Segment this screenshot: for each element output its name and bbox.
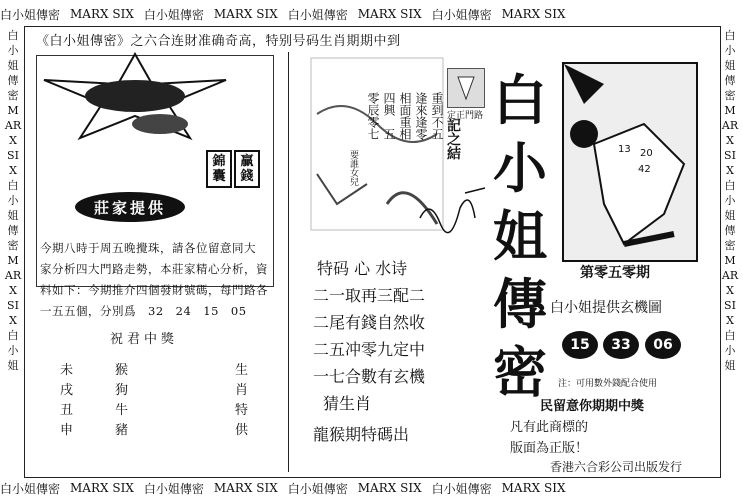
photo-number: 42: [638, 164, 651, 175]
number-ball: 15: [562, 331, 598, 359]
title-char: 白: [493, 68, 547, 132]
headline: 《白小姐傳密》之六合连財准确奇高，特别号码生肖期期中到: [36, 34, 401, 49]
border-text: MARX SIX: [70, 481, 134, 495]
verse-column: 重到不五: [430, 92, 444, 140]
athlete-photo: [562, 62, 698, 262]
note-line: 香港六合彩公司出版发行: [550, 460, 683, 474]
border-text: 白小姐傳密: [143, 481, 204, 496]
border-text: MARX SIX: [70, 7, 134, 21]
zodiac-row: [60, 398, 270, 418]
zodiac-branch: 丑: [60, 402, 74, 418]
zodiac-note: 生: [235, 362, 249, 378]
zodiac-note: 特: [235, 402, 249, 418]
zodiac-animal: 牛: [115, 402, 129, 418]
border-text: 白小姐傳密: [431, 7, 492, 22]
notice-line: 一五五個，分別爲 32 24 15 05: [40, 304, 247, 318]
number-ball: 06: [645, 331, 681, 359]
lucky-poem: [313, 255, 463, 448]
title-char: 姐: [493, 204, 547, 268]
zodiac-animal: 豬: [115, 422, 129, 438]
notice-line: 家分析四大門路走勢，本莊家精心分析，資: [40, 262, 268, 276]
border-text: MARX SIX: [501, 7, 566, 21]
star-logo-icon: [40, 52, 230, 142]
border-text: 白小姐傳密: [0, 7, 61, 22]
poem-line: 二尾有錢自然收: [313, 313, 426, 332]
zodiac-animal: 猴: [115, 362, 129, 378]
wish-text: 祝君中獎: [110, 332, 179, 347]
notice-line: 料如下：今期推介四個發財號碼，每門路各: [40, 283, 268, 297]
bottom-border-strip: [0, 478, 743, 498]
left-border-strip: 白小姐傳密MARX SIX白小姐傳密MARX SIX白小姐: [4, 29, 22, 372]
logo-caption: 定正門路: [447, 111, 484, 121]
zodiac-row: [60, 358, 270, 378]
notice-footer: [510, 376, 718, 476]
number-ball: 33: [603, 331, 639, 359]
poem-line: 一七合數有玄機: [313, 367, 426, 386]
tag-jinnang: 錦囊: [206, 150, 232, 188]
border-text: 白小姐傳密: [143, 7, 204, 22]
photo-number: 20: [640, 148, 653, 159]
note-line: 注：可用數外錢配合使用: [558, 379, 658, 389]
title-char: 傳: [493, 272, 547, 336]
title-char: 小: [493, 136, 547, 200]
banner-provider: 莊家提供: [75, 192, 185, 222]
right-border-strip: 白小姐傳密MARX SIX白小姐傳密MARX SIX白小姐: [721, 29, 739, 372]
zodiac-row: [60, 378, 270, 398]
zodiac-branch: 戌: [60, 382, 74, 398]
athlete-figure-icon: [564, 64, 696, 260]
tag-yingqian: 贏錢: [234, 150, 260, 188]
zodiac-animal: 狗: [115, 382, 129, 398]
border-text: MARX SIX: [213, 481, 278, 495]
zodiac-branch: 未: [60, 362, 74, 378]
notice-text: [40, 238, 270, 322]
verse-column: 逢來逢零: [414, 92, 428, 140]
border-text: 白小姐傳密: [431, 481, 492, 496]
zodiac-note: 肖: [235, 382, 249, 398]
poem-guess: 猜生肖: [323, 394, 372, 413]
star-graphic: [40, 52, 230, 142]
top-border-strip: [0, 4, 743, 24]
big-title: [490, 66, 550, 406]
issue-number: 第零五零期: [580, 265, 650, 281]
border-text: 白小姐傳密: [287, 481, 348, 496]
verse-small-label: 要誰女兒: [348, 150, 358, 186]
zodiac-table: [60, 358, 270, 438]
signature-scribble-icon: [415, 178, 495, 238]
border-text: MARX SIX: [501, 481, 566, 495]
provide-caption: 白小姐提供玄機圖: [550, 300, 662, 316]
note-line: 凡有此商標的: [510, 420, 589, 435]
border-text: MARX SIX: [357, 7, 422, 21]
zodiac-row: [60, 418, 270, 438]
verse-column: 相面重相: [398, 92, 412, 140]
verse-column: 四興 五: [382, 92, 396, 140]
poem-footer: 龍猴期特碼出: [313, 425, 410, 444]
border-text: MARX SIX: [357, 481, 422, 495]
poem-line: 二一取再三配二: [313, 286, 426, 305]
verse-column: 零辰零七: [366, 92, 380, 140]
column-divider: [288, 52, 289, 472]
poem-title: 特码 心 水诗: [317, 259, 408, 278]
zodiac-branch: 申: [60, 422, 74, 438]
photo-number: 13: [618, 144, 631, 155]
poem-line: 二五冲零九定中: [313, 340, 426, 359]
border-text: 白小姐傳密: [0, 481, 61, 496]
border-text: 白小姐傳密: [287, 7, 348, 22]
note-line: 版面為正版！: [510, 441, 589, 456]
notice-line: 今期八時于周五晚攪珠，請各位留意同大: [40, 241, 256, 255]
genuine-logo-icon: [447, 68, 485, 108]
verse-side-label: 記之結: [445, 118, 461, 160]
title-char: 密: [493, 340, 547, 404]
zodiac-note: 供: [235, 422, 249, 438]
border-text: MARX SIX: [213, 7, 278, 21]
note-line: 民留意你期期中獎: [540, 399, 645, 414]
